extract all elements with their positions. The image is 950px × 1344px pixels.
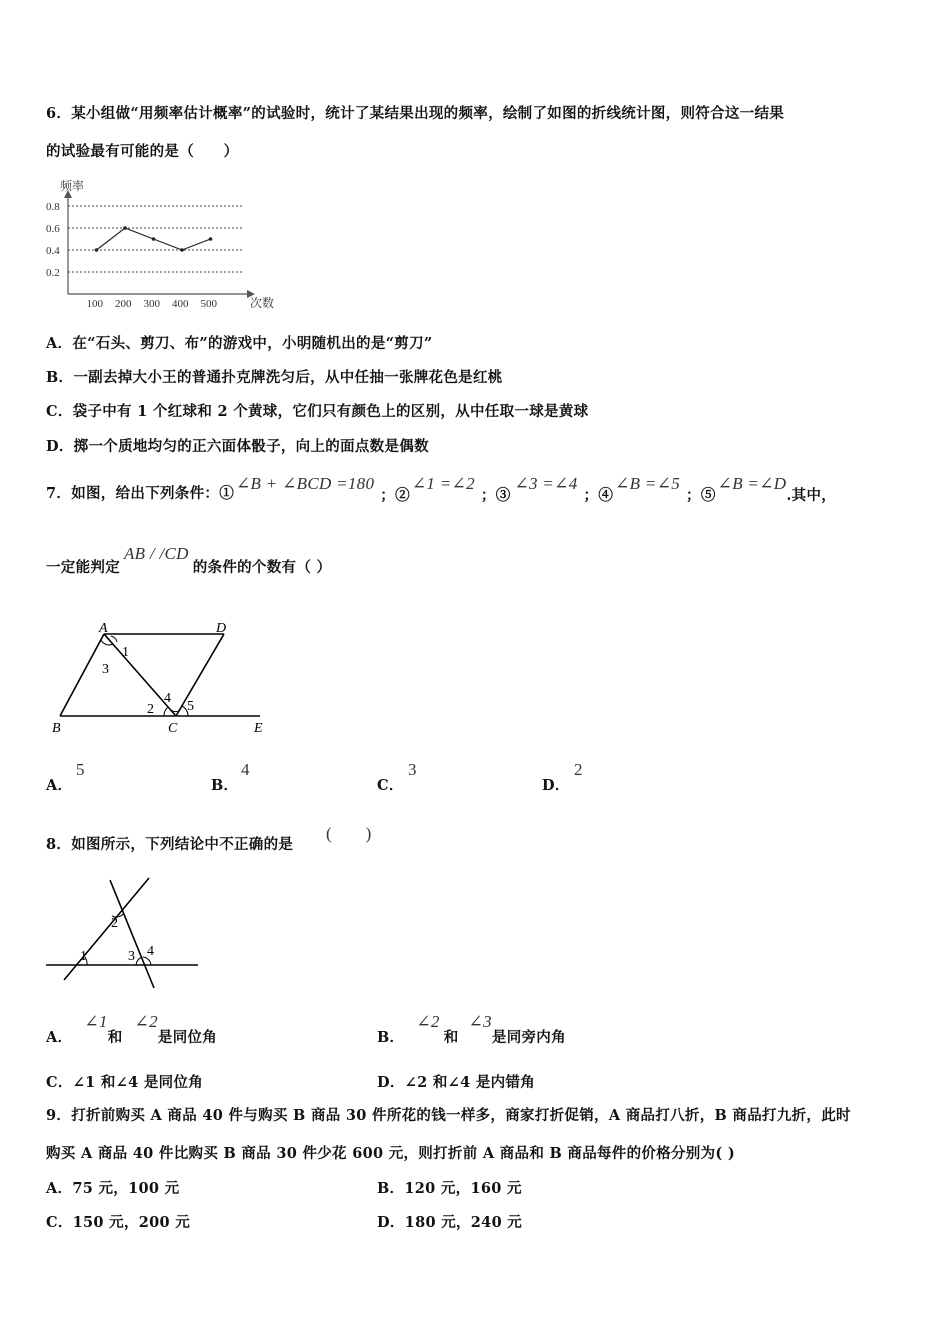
q9-option-c[interactable]: C．150 元，200 元	[46, 1214, 191, 1231]
q7-sep-4: ；④	[583, 487, 614, 504]
frequency-point	[209, 237, 213, 241]
q7-sep-5: ；⑤	[686, 487, 716, 504]
q6-option-c[interactable]: C．袋子中有 1 个红球和 2 个黄球，它们只有颜色上的区别，从中任取一球是黄球	[46, 403, 589, 420]
q8-option-c[interactable]: C．∠1 和∠4 是同位角	[46, 1074, 204, 1091]
q6-frequency-chart	[44, 176, 284, 311]
q7-stem-line1	[46, 474, 836, 505]
frequency-point	[123, 226, 127, 230]
q8-option-a-mid: 和	[107, 1029, 123, 1046]
q9-option-b[interactable]: B．120 元，160 元	[377, 1180, 522, 1197]
angle-label-3: 3	[102, 662, 109, 677]
angle-label-4: 4	[164, 691, 171, 706]
q7-line2a: 一定能判定	[46, 559, 120, 576]
frequency-point	[95, 248, 99, 252]
q7-condition-1: ∠B + ∠BCD =180	[236, 474, 375, 493]
q7-option-a-label[interactable]: A．	[46, 777, 73, 794]
q7-option-b-label[interactable]: B．	[211, 777, 239, 794]
q8-option-d[interactable]: D．∠2 和∠4 是内错角	[377, 1074, 536, 1091]
label-b: B	[52, 721, 61, 736]
q8-angle-label-1: 1	[80, 949, 87, 964]
y-tick-label: 0.8	[46, 201, 60, 213]
angle-label-2: 2	[147, 702, 154, 717]
q9-option-a[interactable]: A．75 元，100 元	[46, 1180, 180, 1197]
q6-stem-line2: 的试验最有可能的是（ ）	[46, 143, 239, 160]
q8-option-a-angle2: ∠2	[134, 1012, 158, 1031]
x-tick-label: 300	[143, 298, 160, 310]
chart-ylabel: 频率	[60, 179, 85, 193]
x-tick-label: 200	[115, 298, 132, 310]
q7-condition-3: ∠3 =∠4	[514, 474, 578, 493]
frequency-point	[180, 248, 184, 252]
q7-ab-parallel-cd: AB / /CD	[124, 544, 189, 563]
q6-option-a[interactable]: A．在“石头、剪刀、布”的游戏中，小明随机出的是“剪刀”	[46, 335, 433, 352]
q7-option-d-value[interactable]: 2	[574, 760, 583, 779]
x-tick-label: 500	[200, 298, 217, 310]
q7-option-b-value[interactable]: 4	[241, 760, 250, 779]
q8-option-b-mid: 和	[443, 1029, 459, 1046]
q9-stem-line1: 9．打折前购买 A 商品 40 件与购买 B 商品 30 件所花的钱一样多，商家打折促销，A 商品打八折，B 商品打九折，此时	[46, 1107, 851, 1124]
q8-angle-label-2: 2	[111, 916, 118, 931]
angle-label-5: 5	[187, 699, 194, 714]
q8-paren: ( )	[326, 824, 372, 843]
chart-xlabel: 次数	[250, 296, 275, 310]
angle-label-1: 1	[122, 645, 129, 660]
y-tick-label: 0.6	[46, 223, 60, 235]
label-d: D	[216, 621, 227, 636]
label-e: E	[254, 721, 263, 736]
x-tick-label: 100	[86, 298, 103, 310]
q8-lines-figure	[44, 872, 204, 992]
q8-option-b-end: 是同旁内角	[491, 1029, 566, 1046]
y-tick-label: 0.2	[46, 267, 60, 279]
q6-stem-line1: 6．某小组做“用频率估计概率”的试验时，统计了某结果出现的频率，绘制了如图的折线统计图，则符合这一结果	[46, 105, 785, 122]
label-c: C	[168, 721, 178, 736]
q8-option-b-angle2: ∠3	[468, 1012, 492, 1031]
q8-option-a-label: A．	[46, 1029, 73, 1046]
q8-option-a[interactable]	[46, 1012, 217, 1047]
q8-option-a-angle1: ∠1	[84, 1012, 108, 1031]
label-a: A	[99, 621, 108, 636]
q6-option-d[interactable]: D．掷一个质地均匀的正六面体骰子，向上的面点数是偶数	[46, 438, 429, 455]
q7-condition-4: ∠B =∠5	[615, 474, 681, 493]
q7-option-d-label[interactable]: D．	[542, 777, 570, 794]
q9-stem-line2: 购买 A 商品 40 件比购买 B 商品 30 件少花 600 元，则打折前 A 商品和 B 商品每件的价格分别为( )	[46, 1145, 736, 1162]
q7-prefix: 7．如图，给出下列条件：①	[46, 485, 234, 502]
q6-option-b[interactable]: B．一副去掉大小王的普通扑克牌洗匀后，从中任抽一张牌花色是红桃	[46, 369, 503, 386]
q7-line2b: 的条件的个数有（ ）	[192, 559, 332, 576]
q8-angle-label-3: 3	[128, 949, 135, 964]
y-tick-label: 0.4	[46, 245, 60, 257]
x-tick-label: 400	[172, 298, 189, 310]
q8-option-a-end: 是同位角	[157, 1029, 218, 1046]
q7-condition-2: ∠1 =∠2	[411, 474, 475, 493]
q7-suffix: .其中，	[786, 487, 837, 504]
q9-option-d[interactable]: D．180 元，240 元	[377, 1214, 523, 1231]
q7-option-a-value[interactable]: 5	[76, 760, 85, 779]
q7-option-c-label[interactable]: C．	[377, 777, 404, 794]
frequency-point	[152, 237, 156, 241]
q7-option-c-value[interactable]: 3	[408, 760, 417, 779]
q7-parallelogram-figure	[44, 618, 274, 740]
q8-angle-label-4: 4	[147, 944, 154, 959]
q7-stem-line2	[46, 544, 331, 577]
q8-option-b-label: B．	[377, 1029, 405, 1046]
q7-condition-5: ∠B =∠D	[717, 474, 787, 493]
q7-sep-3: ；③	[480, 487, 511, 504]
q8-option-b[interactable]	[377, 1012, 566, 1047]
q7-sep-2: ；②	[380, 487, 410, 504]
q8-option-b-angle1: ∠2	[416, 1012, 440, 1031]
q8-stem: 8．如图所示，下列结论中不正确的是	[46, 836, 294, 853]
